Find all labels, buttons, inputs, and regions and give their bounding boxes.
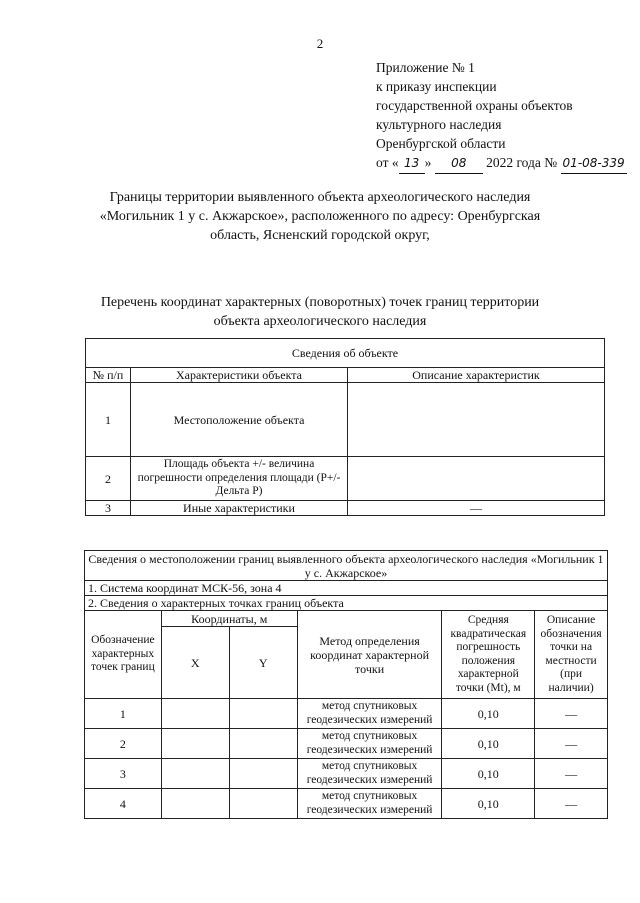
- row-num: 3: [86, 501, 131, 516]
- header-designation: Обозначение характерных точек границ: [85, 611, 162, 699]
- header-x: X: [161, 627, 229, 699]
- point-id: 3: [85, 759, 162, 789]
- point-error: 0,10: [442, 729, 535, 759]
- point-desc: —: [535, 759, 608, 789]
- header-y: Y: [229, 627, 297, 699]
- point-desc: —: [535, 699, 608, 729]
- row-desc: [348, 457, 605, 501]
- appendix-line: к приказу инспекции: [376, 79, 497, 94]
- point-method: метод спутниковых геодезических измерений: [297, 759, 442, 789]
- table-row: [85, 759, 608, 789]
- row-name: Местоположение объекта: [131, 383, 348, 457]
- row-desc: —: [348, 501, 605, 516]
- points-title: 2. Сведения о характерных точках границ объекта: [85, 596, 608, 611]
- row-name: Площадь объекта +/- величина погрешности определения площади (Р+/- Дельта Р): [131, 457, 348, 501]
- order-number: 01-08-339: [561, 154, 627, 174]
- list-heading-line: объекта археологического наследия: [213, 314, 427, 329]
- header-error: Средняя квадратическая погрешность положения характерной точки (Mt), м: [442, 611, 535, 699]
- heading-line: Границы территории выявленного объекта археологического наследия: [109, 190, 531, 205]
- appendix-line: культурного наследия: [376, 117, 502, 132]
- point-y: [229, 759, 297, 789]
- table-row: [85, 789, 608, 819]
- object-table-title: Сведения об объекте: [86, 339, 605, 368]
- list-heading-line: Перечень координат характерных (поворотных) точек границ территории: [100, 295, 540, 310]
- appendix-block: [376, 58, 627, 174]
- table-row: [85, 699, 608, 729]
- point-error: 0,10: [442, 759, 535, 789]
- date-prefix: от «: [376, 155, 399, 170]
- header-description: Описание характеристик: [348, 368, 605, 383]
- point-x: [161, 729, 229, 759]
- point-x: [161, 789, 229, 819]
- point-x: [161, 699, 229, 729]
- point-id: 1: [85, 699, 162, 729]
- header-num: № п/п: [86, 368, 131, 383]
- header-characteristic: Характеристики объекта: [131, 368, 348, 383]
- header-point-description: Описание обозначения точки на местности (при наличии): [535, 611, 608, 699]
- point-y: [229, 699, 297, 729]
- point-desc: —: [535, 789, 608, 819]
- coord-system: 1. Система координат МСК-56, зона 4: [85, 581, 608, 596]
- date-month: 08: [435, 154, 483, 174]
- header-coords: Координаты, м: [161, 611, 297, 627]
- heading-line: область, Ясненский городской округ,: [210, 228, 430, 243]
- point-error: 0,10: [442, 789, 535, 819]
- point-method: метод спутниковых геодезических измерений: [297, 789, 442, 819]
- point-method: метод спутниковых геодезических измерений: [297, 729, 442, 759]
- row-name: Иные характеристики: [131, 501, 348, 516]
- appendix-date-line: [376, 153, 627, 174]
- object-info-table: [85, 338, 605, 516]
- appendix-line: государственной охраны объектов: [376, 98, 573, 113]
- point-id: 2: [85, 729, 162, 759]
- location-boundaries-table: [84, 550, 608, 819]
- point-id: 4: [85, 789, 162, 819]
- appendix-line: Приложение № 1: [376, 60, 475, 75]
- header-method: Метод определения координат характерной точки: [297, 611, 442, 699]
- point-y: [229, 789, 297, 819]
- date-day: 13: [399, 154, 425, 174]
- location-table-title: Сведения о местоположении границ выявленного объекта археологического наследия «Могильник 1 у с. Акжарское»: [85, 551, 608, 581]
- point-method: метод спутниковых геодезических измерений: [297, 699, 442, 729]
- document-heading: [90, 188, 550, 245]
- point-error: 0,10: [442, 699, 535, 729]
- date-year-text: 2022 года №: [486, 155, 558, 170]
- appendix-line: Оренбургской области: [376, 136, 506, 151]
- point-y: [229, 729, 297, 759]
- table-row: [86, 457, 605, 501]
- date-sep: »: [424, 155, 432, 170]
- heading-line: «Могильник 1 у с. Акжарское», расположенного по адресу: Оренбургская: [99, 209, 541, 224]
- row-num: 2: [86, 457, 131, 501]
- row-num: 1: [86, 383, 131, 457]
- point-desc: —: [535, 729, 608, 759]
- table-row: [86, 383, 605, 457]
- table-row: [86, 501, 605, 516]
- list-heading: [90, 293, 550, 331]
- table-row: [85, 729, 608, 759]
- row-desc: [348, 383, 605, 457]
- point-x: [161, 759, 229, 789]
- page-number: 2: [316, 36, 324, 51]
